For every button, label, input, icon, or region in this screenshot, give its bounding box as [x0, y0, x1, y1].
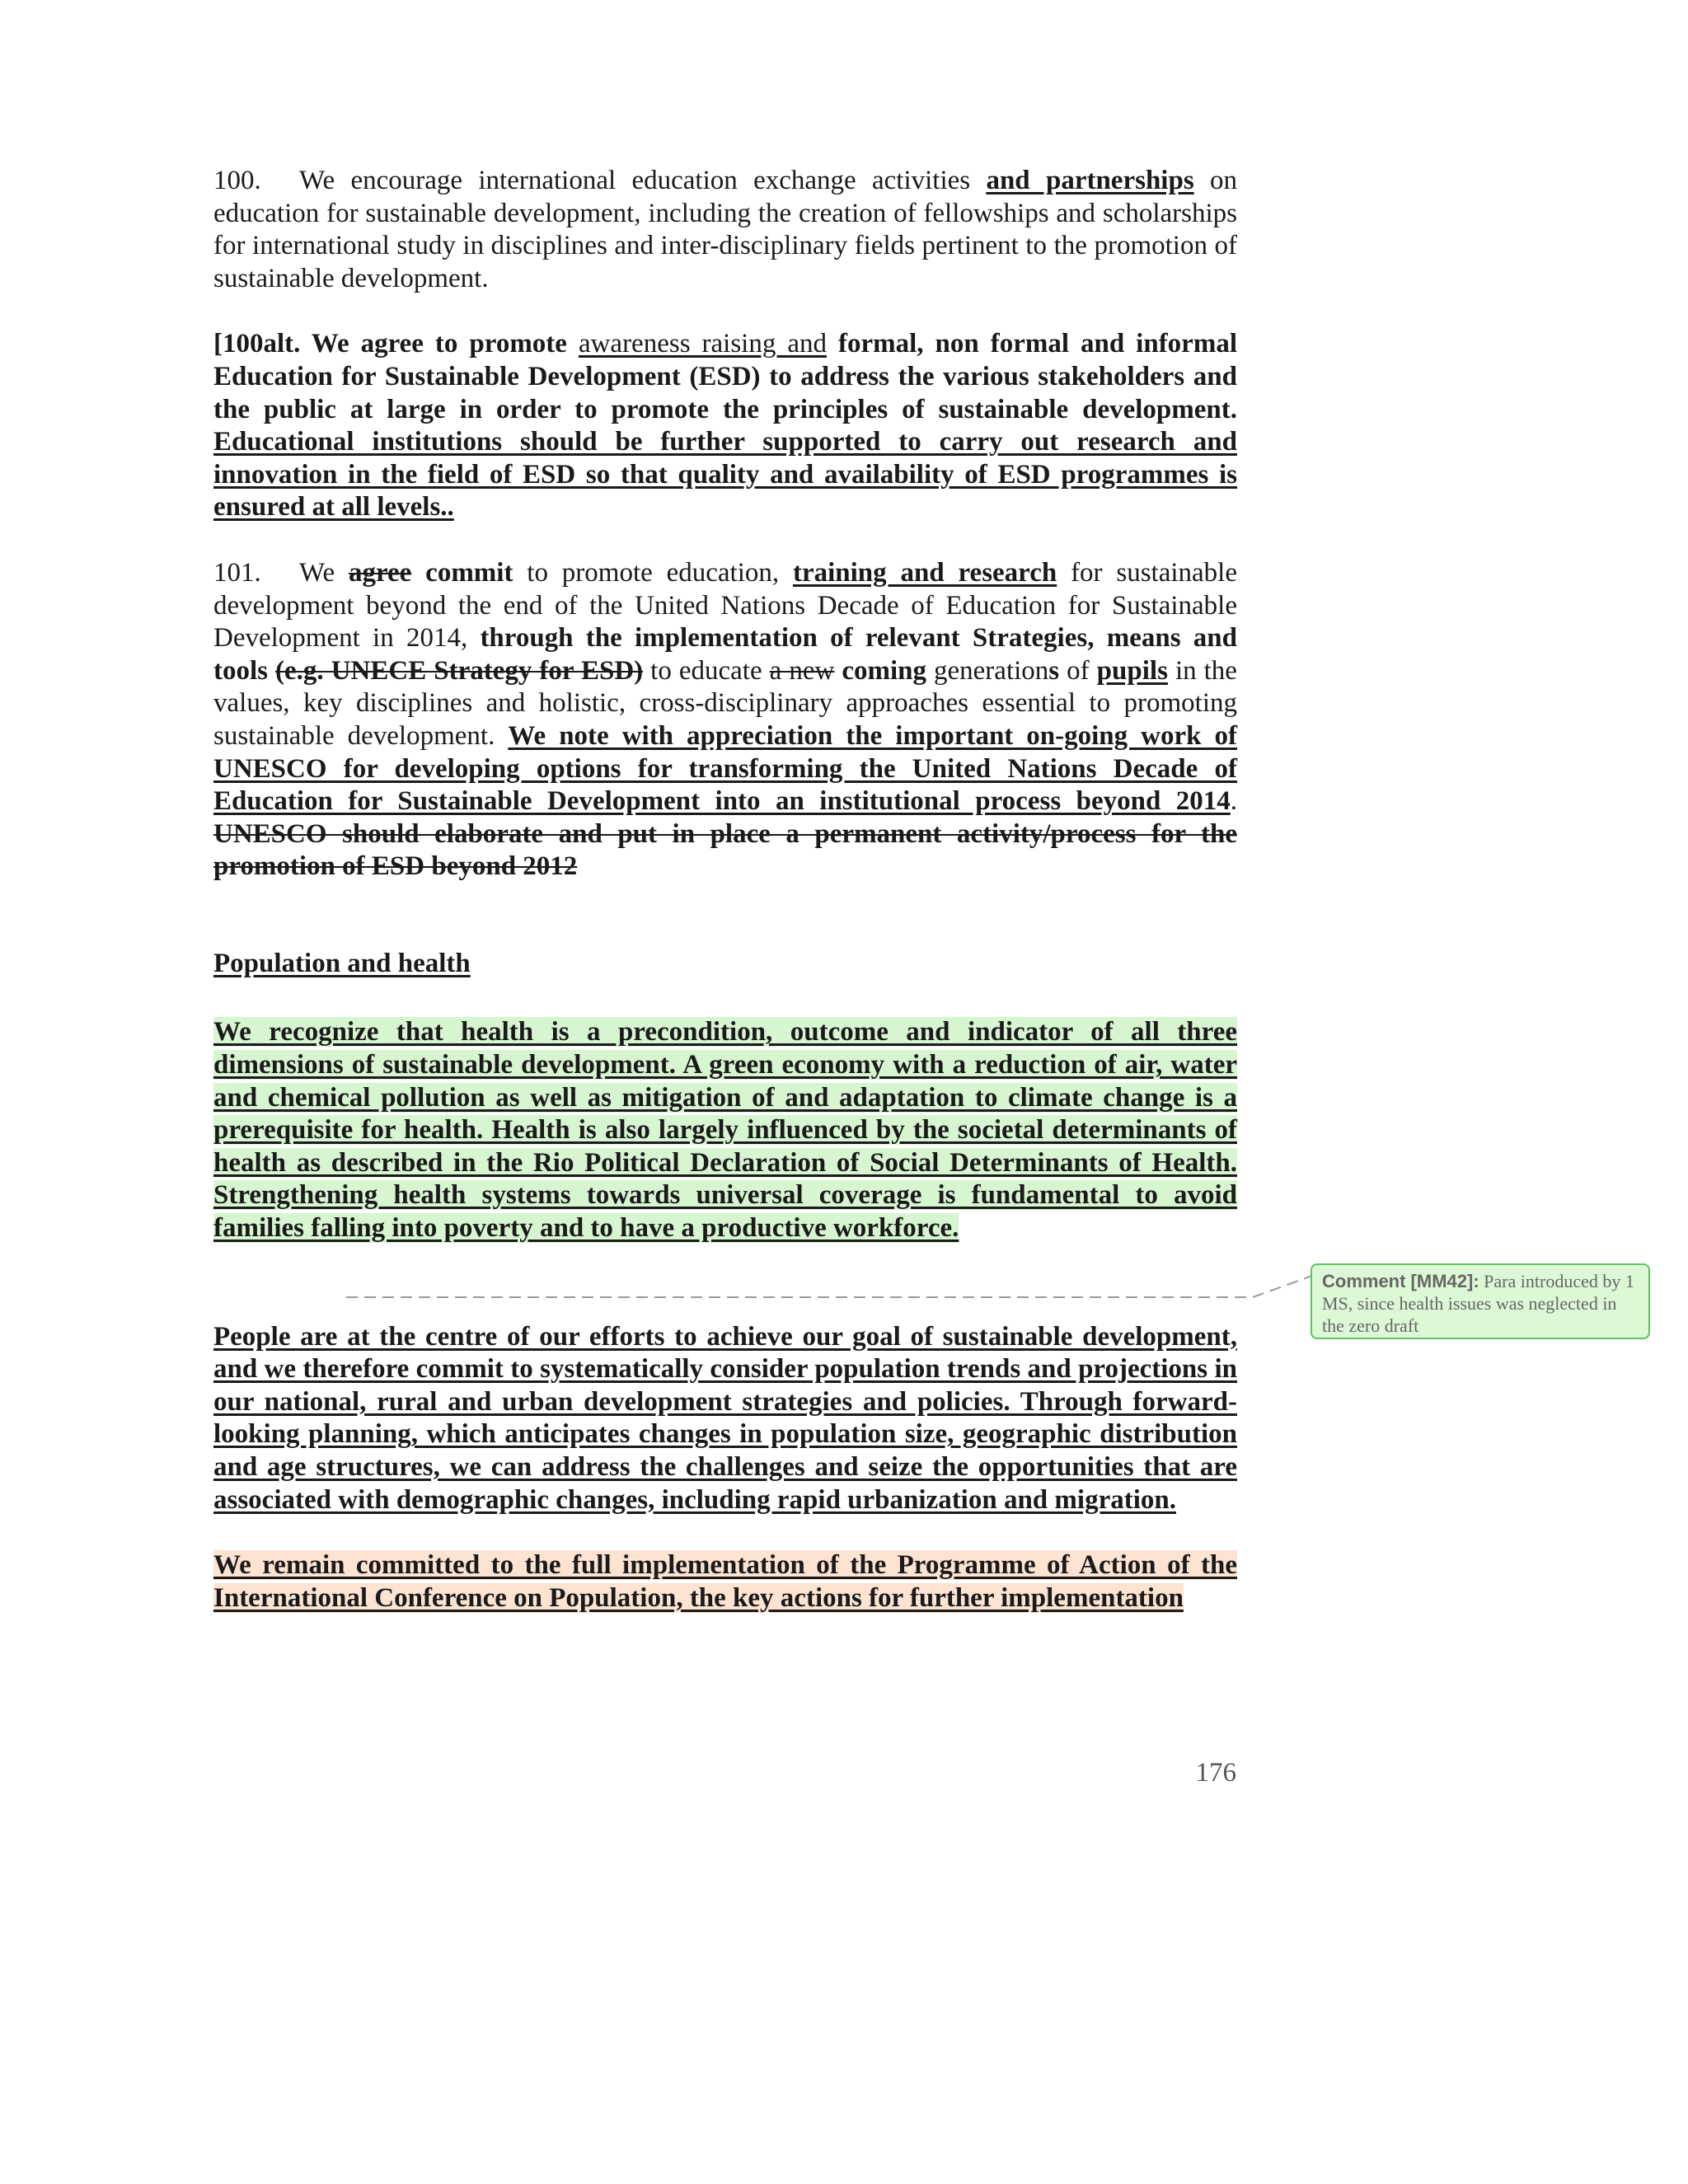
- comment-text: Para introduced by 1 MS, since health issues was neglected in the zero draft: [1322, 1271, 1634, 1336]
- paragraph-101: [213, 557, 1237, 883]
- deleted-text: (e.g. UNECE Strategy for ESD): [275, 655, 644, 686]
- comment-label: Comment [MM42]:: [1322, 1271, 1479, 1291]
- paragraph-100alt: [213, 328, 1237, 524]
- inserted-text: through the implementation of relevant Strategies, means and tools: [213, 623, 1237, 686]
- paragraph-people: [213, 1321, 1237, 1517]
- inserted-text: pupils: [1096, 655, 1168, 686]
- paragraph-number: 101.: [213, 557, 261, 588]
- deleted-text: a new: [769, 655, 835, 686]
- paragraph-text: for sustainable development beyond the end of the United Nations Decade of Education for Sustainable Development in 2014,: [213, 557, 1237, 654]
- paragraph-text: generation: [926, 655, 1049, 686]
- inserted-text: and partnerships: [986, 166, 1194, 195]
- paragraph-text: to promote education,: [513, 557, 793, 588]
- paragraph-text: We: [299, 557, 349, 588]
- paragraph-text: formal, non formal and informal Education for Sustainable Development (ESD) to address the various stakeholders and the public at large in order to promote the principles of sustainable development.: [213, 329, 1237, 424]
- paragraph-number: 100.: [213, 166, 261, 195]
- paragraph-text: of: [1059, 655, 1097, 686]
- inserted-text: coming: [834, 655, 926, 686]
- inserted-text: s: [1048, 655, 1060, 686]
- paragraph-text: [100alt. We agree to promote: [213, 329, 579, 359]
- inserted-text: commit: [411, 557, 513, 588]
- paragraph-health: [213, 1016, 1237, 1244]
- inserted-text: training and research: [792, 557, 1057, 588]
- deleted-text: UNESCO should elaborate and put in place a permanent activity/process for the promotion of ESD beyond 2012: [213, 818, 1237, 882]
- inserted-text: awareness raising and: [578, 329, 827, 359]
- document-body: [213, 165, 1237, 1615]
- paragraph-text: We encourage international education exchange activities: [299, 166, 987, 195]
- paragraph-text: to educate: [643, 655, 770, 686]
- section-heading: Population and health: [213, 948, 471, 978]
- inserted-text: People are at the centre of our efforts to achieve our goal of sustainable development, and we therefore commit to systematically consider population trends and projections in our national, rural and urban development strategies and policies. Through forward-looking planning, which anticipates changes in population size, geographic distribution and age structures, we can address the challenges and seize the opportunities that are associated with demographic changes, including rapid urbanization and migration.: [213, 1321, 1237, 1515]
- highlighted-inserted-text: We recognize that health is a precondition, outcome and indicator of all three dimensions of sustainable development. A green economy with a reduction of air, water and chemical pollution as well as mitigation of and adaptation to climate change is a prerequisite for health. Health is also largely influenced by the societal determinants of health as described in the Rio Political Declaration of Social Determinants of Health. Strengthening health systems towards universal coverage is fundamental to avoid families falling into poverty and to have a productive workforce.: [213, 1017, 1237, 1244]
- inserted-text: Educational institutions should be further supported to carry out research and innovation in the field of ESD so that quality and availability of ESD programmes is ensured at all levels..: [213, 427, 1237, 523]
- paragraph-programme: [213, 1549, 1237, 1615]
- paragraph-text: [268, 656, 275, 686]
- paragraph-text: in the values, key disciplines and holistic, cross-disciplinary approaches essential to promoting sustainable development.: [213, 655, 1237, 751]
- inserted-text: We note with appreciation the important on-going work of UNESCO for developing options for transforming the United Nations Decade of Education for Sustainable Development into an institutional process beyond 2014: [213, 720, 1237, 817]
- page-number: 176: [1195, 1758, 1236, 1788]
- paragraph-text: on education for sustainable development, including the creation of fellowships and scholarships for international study in disciplines and inter-disciplinary fields pertinent to the promotion of sustainable development.: [213, 166, 1237, 293]
- highlighted-inserted-text: We remain committed to the full implementation of the Programme of Action of the International Conference on Population, the key actions for further implementation: [213, 1550, 1237, 1613]
- comment-balloon[interactable]: [1311, 1263, 1650, 1339]
- paragraph-text: .: [1230, 786, 1237, 817]
- paragraph-100: [213, 165, 1237, 295]
- deleted-text: agree: [348, 557, 412, 588]
